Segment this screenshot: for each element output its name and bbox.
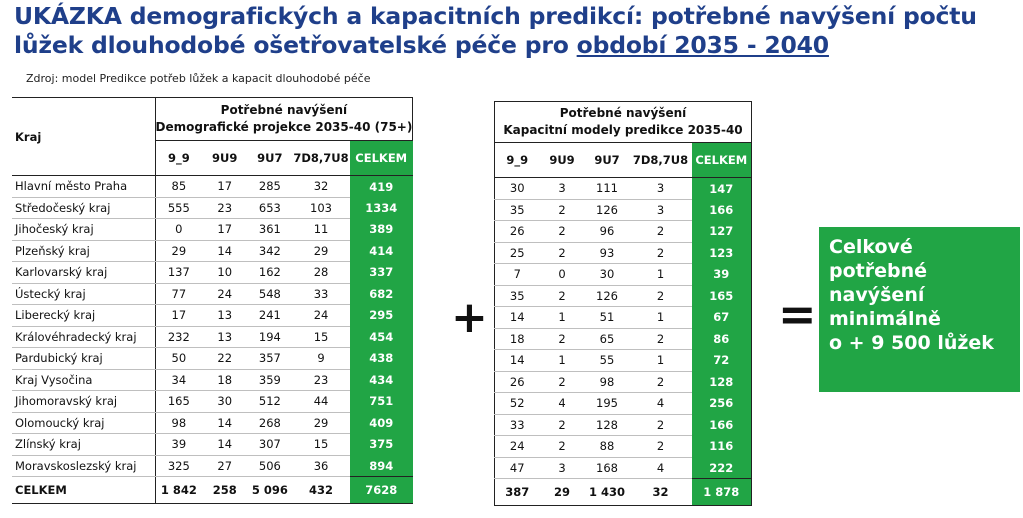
total-cell: 39 — [692, 264, 752, 286]
value-cell: 24 — [495, 436, 540, 458]
table-row — [12, 434, 413, 456]
value-cell: 241 — [247, 305, 292, 327]
grand-total-cell: 1 878 — [692, 479, 752, 506]
column-header: 9_9 — [495, 143, 540, 178]
value-cell: 29 — [292, 412, 349, 434]
value-cell: 3 — [630, 199, 692, 221]
table-row — [495, 264, 752, 286]
region-name: Pardubický kraj — [12, 348, 155, 370]
region-name: Královéhradecký kraj — [12, 326, 155, 348]
total-row — [12, 477, 413, 504]
total-cell: 127 — [692, 221, 752, 243]
region-name: Plzeňský kraj — [12, 240, 155, 262]
total-value-cell: 1 842 — [155, 477, 202, 504]
value-cell: 2 — [540, 242, 585, 264]
value-cell: 2 — [630, 242, 692, 264]
value-cell: 555 — [155, 197, 202, 219]
total-cell: 166 — [692, 199, 752, 221]
value-cell: 13 — [202, 326, 247, 348]
value-cell: 47 — [495, 457, 540, 479]
total-cell: 375 — [350, 434, 413, 456]
plus-sign: + — [451, 292, 488, 343]
total-cell: 147 — [692, 178, 752, 200]
value-cell: 98 — [155, 412, 202, 434]
total-cell: 166 — [692, 414, 752, 436]
region-name: Moravskoslezský kraj — [12, 455, 155, 477]
total-cell: 86 — [692, 328, 752, 350]
equals-sign: = — [778, 287, 817, 341]
table-row — [495, 371, 752, 393]
value-cell: 10 — [202, 262, 247, 284]
value-cell: 3 — [630, 178, 692, 200]
value-cell: 1 — [630, 307, 692, 329]
value-cell: 88 — [585, 436, 630, 458]
value-cell: 268 — [247, 412, 292, 434]
value-cell: 22 — [202, 348, 247, 370]
value-cell: 30 — [495, 178, 540, 200]
table-row — [12, 219, 413, 241]
grand-total-cell: 7628 — [350, 477, 413, 504]
value-cell: 194 — [247, 326, 292, 348]
total-value-cell: 29 — [540, 479, 585, 506]
value-cell: 14 — [495, 307, 540, 329]
group-header-line-2: Kapacitní modely predikce 2035-40 — [503, 123, 743, 137]
value-cell: 44 — [292, 391, 349, 413]
value-cell: 50 — [155, 348, 202, 370]
column-header: CELKEM — [350, 141, 413, 176]
table-row — [12, 305, 413, 327]
value-cell: 342 — [247, 240, 292, 262]
value-cell: 96 — [585, 221, 630, 243]
value-cell: 307 — [247, 434, 292, 456]
column-header: 7D8,7U8 — [630, 143, 692, 178]
value-cell: 165 — [155, 391, 202, 413]
table-row — [495, 328, 752, 350]
title-line-1: UKÁZKA demografických a kapacitních predikcí: potřebné navýšení počtu — [14, 2, 977, 30]
value-cell: 14 — [495, 350, 540, 372]
value-cell: 11 — [292, 219, 349, 241]
value-cell: 18 — [202, 369, 247, 391]
value-cell: 17 — [155, 305, 202, 327]
value-cell: 1 — [630, 350, 692, 372]
value-cell: 24 — [202, 283, 247, 305]
group-header-line-1: Potřebné navýšení — [559, 106, 687, 120]
value-cell: 2 — [540, 436, 585, 458]
value-cell: 548 — [247, 283, 292, 305]
value-cell: 285 — [247, 176, 292, 198]
value-cell: 30 — [585, 264, 630, 286]
table-row — [495, 285, 752, 307]
value-cell: 137 — [155, 262, 202, 284]
value-cell: 2 — [540, 285, 585, 307]
value-cell: 23 — [292, 369, 349, 391]
table-row — [495, 242, 752, 264]
value-cell: 33 — [292, 283, 349, 305]
result-line: potřebné — [829, 260, 928, 282]
value-cell: 35 — [495, 285, 540, 307]
table-row — [12, 176, 413, 198]
value-cell: 34 — [155, 369, 202, 391]
table-row — [495, 457, 752, 479]
value-cell: 15 — [292, 326, 349, 348]
value-cell: 357 — [247, 348, 292, 370]
total-cell: 116 — [692, 436, 752, 458]
total-value-cell: 432 — [292, 477, 349, 504]
table-row — [495, 350, 752, 372]
value-cell: 1 — [540, 350, 585, 372]
table-row — [12, 369, 413, 391]
column-header: 9_9 — [155, 141, 202, 176]
value-cell: 93 — [585, 242, 630, 264]
demographic-table — [12, 97, 413, 504]
capacity-table — [494, 101, 752, 506]
region-name: Jihočeský kraj — [12, 219, 155, 241]
value-cell: 3 — [540, 457, 585, 479]
table-row — [495, 414, 752, 436]
title-period: období 2035 - 2040 — [576, 31, 829, 59]
total-cell: 419 — [350, 176, 413, 198]
value-cell: 27 — [202, 455, 247, 477]
total-cell: 1334 — [350, 197, 413, 219]
value-cell: 232 — [155, 326, 202, 348]
table-row — [495, 436, 752, 458]
value-cell: 26 — [495, 371, 540, 393]
column-header: 7D8,7U8 — [292, 141, 349, 176]
column-header: 9U9 — [202, 141, 247, 176]
value-cell: 359 — [247, 369, 292, 391]
value-cell: 55 — [585, 350, 630, 372]
kraj-header: Kraj — [12, 98, 155, 176]
value-cell: 2 — [630, 328, 692, 350]
region-name: Liberecký kraj — [12, 305, 155, 327]
table-row — [12, 391, 413, 413]
table-row — [495, 307, 752, 329]
total-cell: 72 — [692, 350, 752, 372]
value-cell: 325 — [155, 455, 202, 477]
value-cell: 85 — [155, 176, 202, 198]
group-header-line-2: Demografické projekce 2035-40 (75+) — [155, 120, 413, 134]
result-line: navýšení — [829, 284, 925, 306]
value-cell: 52 — [495, 393, 540, 415]
value-cell: 2 — [630, 414, 692, 436]
value-cell: 28 — [292, 262, 349, 284]
value-cell: 162 — [247, 262, 292, 284]
value-cell: 3 — [540, 178, 585, 200]
value-cell: 4 — [630, 393, 692, 415]
value-cell: 32 — [292, 176, 349, 198]
total-cell: 295 — [350, 305, 413, 327]
total-cell: 128 — [692, 371, 752, 393]
total-value-cell: 32 — [630, 479, 692, 506]
source-note: Zdroj: model Predikce potřeb lůžek a kapacit dlouhodobé péče — [26, 72, 371, 85]
slide-title — [14, 2, 1014, 60]
total-cell: 165 — [692, 285, 752, 307]
value-cell: 653 — [247, 197, 292, 219]
total-cell: 67 — [692, 307, 752, 329]
value-cell: 168 — [585, 457, 630, 479]
total-value-cell: 258 — [202, 477, 247, 504]
header-row — [12, 98, 413, 141]
value-cell: 14 — [202, 240, 247, 262]
value-cell: 126 — [585, 285, 630, 307]
value-cell: 2 — [540, 199, 585, 221]
column-header: 9U9 — [540, 143, 585, 178]
column-header: CELKEM — [692, 143, 752, 178]
title-line-2-text: lůžek dlouhodobé ošetřovatelské péče pro — [14, 31, 577, 59]
table-row — [12, 262, 413, 284]
value-cell: 2 — [540, 221, 585, 243]
region-name: Hlavní město Praha — [12, 176, 155, 198]
value-cell: 2 — [540, 328, 585, 350]
value-cell: 29 — [155, 240, 202, 262]
value-cell: 14 — [202, 412, 247, 434]
value-cell: 17 — [202, 176, 247, 198]
result-line: minimálně — [829, 308, 941, 330]
value-cell: 361 — [247, 219, 292, 241]
total-label: CELKEM — [12, 477, 155, 504]
table-row — [12, 348, 413, 370]
value-cell: 2 — [630, 285, 692, 307]
value-cell: 128 — [585, 414, 630, 436]
region-name: Ústecký kraj — [12, 283, 155, 305]
value-cell: 39 — [155, 434, 202, 456]
value-cell: 14 — [202, 434, 247, 456]
header-row — [495, 102, 752, 143]
total-value-cell: 5 096 — [247, 477, 292, 504]
value-cell: 103 — [292, 197, 349, 219]
region-name: Olomoucký kraj — [12, 412, 155, 434]
table-row — [12, 197, 413, 219]
total-cell: 389 — [350, 219, 413, 241]
table-row — [12, 240, 413, 262]
value-cell: 4 — [540, 393, 585, 415]
column-header: 9U7 — [247, 141, 292, 176]
region-name: Karlovarský kraj — [12, 262, 155, 284]
value-cell: 0 — [540, 264, 585, 286]
total-cell: 414 — [350, 240, 413, 262]
value-cell: 0 — [155, 219, 202, 241]
value-cell: 1 — [540, 307, 585, 329]
value-cell: 25 — [495, 242, 540, 264]
region-name: Jihomoravský kraj — [12, 391, 155, 413]
group-header-line-1: Potřebné navýšení — [220, 103, 348, 117]
value-cell: 195 — [585, 393, 630, 415]
total-cell: 751 — [350, 391, 413, 413]
result-line: Celkové — [829, 236, 913, 258]
value-cell: 17 — [202, 219, 247, 241]
value-cell: 36 — [292, 455, 349, 477]
region-name: Kraj Vysočina — [12, 369, 155, 391]
value-cell: 77 — [155, 283, 202, 305]
value-cell: 512 — [247, 391, 292, 413]
value-cell: 2 — [540, 414, 585, 436]
table-row — [495, 221, 752, 243]
total-cell: 256 — [692, 393, 752, 415]
total-row — [495, 479, 752, 506]
total-cell: 409 — [350, 412, 413, 434]
total-cell: 337 — [350, 262, 413, 284]
value-cell: 33 — [495, 414, 540, 436]
table-row — [495, 393, 752, 415]
value-cell: 2 — [630, 371, 692, 393]
value-cell: 24 — [292, 305, 349, 327]
value-cell: 7 — [495, 264, 540, 286]
total-cell: 123 — [692, 242, 752, 264]
column-header-row — [495, 143, 752, 178]
value-cell: 9 — [292, 348, 349, 370]
value-cell: 1 — [630, 264, 692, 286]
value-cell: 26 — [495, 221, 540, 243]
value-cell: 13 — [202, 305, 247, 327]
total-cell: 682 — [350, 283, 413, 305]
total-cell: 454 — [350, 326, 413, 348]
value-cell: 98 — [585, 371, 630, 393]
value-cell: 23 — [202, 197, 247, 219]
region-name: Středočeský kraj — [12, 197, 155, 219]
table-row — [12, 412, 413, 434]
value-cell: 35 — [495, 199, 540, 221]
value-cell: 2 — [540, 371, 585, 393]
value-cell: 2 — [630, 436, 692, 458]
value-cell: 29 — [292, 240, 349, 262]
value-cell: 15 — [292, 434, 349, 456]
table-row — [12, 455, 413, 477]
total-cell: 894 — [350, 455, 413, 477]
value-cell: 4 — [630, 457, 692, 479]
total-cell: 438 — [350, 348, 413, 370]
value-cell: 506 — [247, 455, 292, 477]
value-cell: 51 — [585, 307, 630, 329]
group-header — [495, 102, 752, 143]
column-header: 9U7 — [585, 143, 630, 178]
value-cell: 18 — [495, 328, 540, 350]
table-row — [12, 326, 413, 348]
group-header — [155, 98, 413, 141]
total-value-cell: 1 430 — [585, 479, 630, 506]
value-cell: 30 — [202, 391, 247, 413]
total-value-cell: 387 — [495, 479, 540, 506]
table-row — [495, 199, 752, 221]
result-line: o + 9 500 lůžek — [829, 332, 994, 354]
total-cell: 434 — [350, 369, 413, 391]
table-row — [12, 283, 413, 305]
value-cell: 126 — [585, 199, 630, 221]
value-cell: 2 — [630, 221, 692, 243]
value-cell: 65 — [585, 328, 630, 350]
table-row — [495, 178, 752, 200]
region-name: Zlínský kraj — [12, 434, 155, 456]
title-line-2 — [14, 31, 1014, 60]
value-cell: 111 — [585, 178, 630, 200]
total-cell: 222 — [692, 457, 752, 479]
result-box — [819, 227, 1020, 392]
